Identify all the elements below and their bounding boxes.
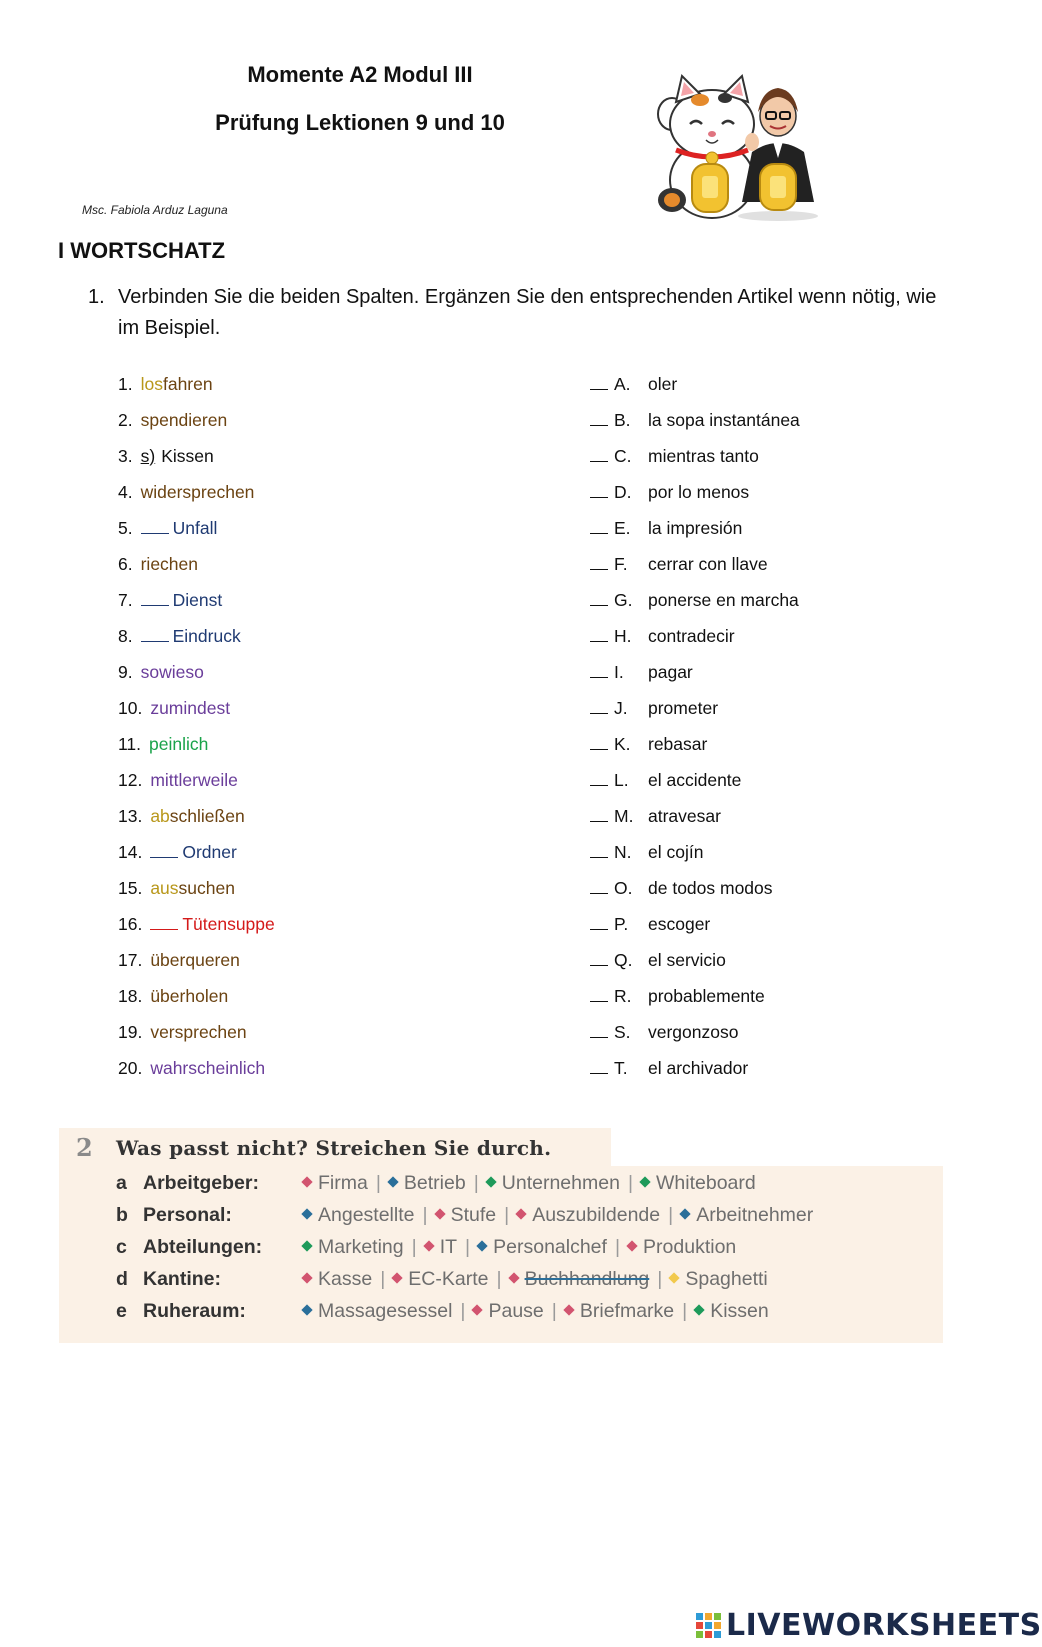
exercise2-category: Ruheraum: <box>143 1300 246 1322</box>
right-item-text: el cojín <box>648 842 704 862</box>
right-item <box>590 1022 738 1058</box>
right-item-letter: A. <box>614 374 631 394</box>
diamond-bullet-icon <box>485 1176 496 1187</box>
diamond-bullet-icon <box>508 1272 519 1283</box>
left-item <box>118 662 204 698</box>
left-item-word: überholen <box>150 986 229 1006</box>
exercise2-option-text: Kasse <box>318 1268 373 1290</box>
exercise2-option-text: Unternehmen <box>501 1172 620 1194</box>
exercise2-option[interactable] <box>473 1300 543 1322</box>
exercise2-option-text: Personalchef <box>493 1236 607 1258</box>
left-item-number: 15. <box>118 878 143 898</box>
left-item-word: zumindest <box>150 698 231 718</box>
right-item-text: la sopa instantánea <box>648 410 800 430</box>
exercise2-row <box>116 1300 769 1330</box>
left-item-number: 11. <box>118 734 142 754</box>
right-item-letter: R. <box>614 986 632 1006</box>
diamond-bullet-icon <box>301 1240 312 1251</box>
exercise2-option-text: Firma <box>318 1172 368 1194</box>
right-item-letter: G. <box>614 590 633 610</box>
exercise2-row-letter: d <box>116 1268 128 1290</box>
option-separator: | <box>682 1300 688 1322</box>
option-separator: | <box>551 1300 557 1322</box>
right-item-letter: Q. <box>614 950 633 970</box>
right-item-text: cerrar con llave <box>648 554 768 574</box>
left-item-word: widersprechen <box>140 482 255 502</box>
left-item-word: peinlich <box>149 734 209 754</box>
diamond-bullet-icon <box>434 1208 445 1219</box>
exercise2-option-text: Arbeitnehmer <box>696 1204 814 1226</box>
left-item-word: wahrscheinlich <box>150 1058 266 1078</box>
right-item-letter: P. <box>614 914 629 934</box>
right-item <box>590 878 773 914</box>
left-item-word: riechen <box>140 554 199 574</box>
diamond-bullet-icon <box>680 1208 691 1219</box>
right-item <box>590 662 693 698</box>
exercise2-option-text: Marketing <box>318 1236 404 1258</box>
option-separator: | <box>504 1204 510 1226</box>
article-answer: s) <box>140 446 156 466</box>
right-item-text: la impresión <box>648 518 743 538</box>
match-blank[interactable] <box>590 555 608 570</box>
diamond-bullet-icon <box>669 1272 680 1283</box>
option-separator: | <box>627 1172 634 1194</box>
exercise2-category: Personal: <box>143 1204 232 1226</box>
exercise2-option[interactable] <box>478 1236 607 1258</box>
right-item-letter: H. <box>614 626 632 646</box>
match-blank[interactable] <box>590 843 608 858</box>
exercise2-option[interactable] <box>487 1172 620 1194</box>
exercise2-option[interactable] <box>393 1268 488 1290</box>
right-item <box>590 986 765 1022</box>
right-item-text: por lo menos <box>648 482 750 502</box>
exercise2-option-text: Kissen <box>710 1300 769 1322</box>
left-item-word: versprechen <box>150 1022 247 1042</box>
left-item-number: 18. <box>118 986 143 1006</box>
left-item <box>118 806 245 842</box>
left-item <box>118 1058 265 1094</box>
diamond-bullet-icon <box>563 1304 574 1315</box>
right-item-letter: L. <box>614 770 629 790</box>
left-item-number: 20. <box>118 1058 143 1078</box>
right-item-letter: C. <box>614 446 632 466</box>
left-item-word: suchen <box>178 878 235 898</box>
right-item <box>590 806 721 842</box>
exercise2-category: Abteilungen: <box>143 1236 263 1258</box>
exercise2-option[interactable] <box>670 1268 767 1290</box>
left-item <box>118 554 198 590</box>
right-item-text: el accidente <box>648 770 742 790</box>
liveworksheets-brand: LIVEWORKSHEETS <box>726 1608 1042 1643</box>
right-item <box>590 698 718 734</box>
right-item-text: atravesar <box>648 806 721 826</box>
exercise2-option[interactable] <box>628 1236 736 1258</box>
right-item-text: escoger <box>648 914 711 934</box>
left-item-number: 4. <box>118 482 133 502</box>
left-item <box>118 878 235 914</box>
right-item-letter: O. <box>614 878 633 898</box>
left-item-number: 9. <box>118 662 133 682</box>
match-blank[interactable] <box>590 987 608 1002</box>
exercise2-row <box>116 1172 756 1202</box>
exercise1-instruction-text: Verbinden Sie die beiden Spalten. Ergänzen Sie den entsprechenden Artikel wenn nötig, wie im Beispiel. <box>118 286 937 339</box>
article-blank[interactable] <box>141 591 169 606</box>
option-separator: | <box>380 1268 386 1290</box>
article-blank[interactable] <box>141 519 169 534</box>
right-item-text: mientras tanto <box>648 446 759 466</box>
exercise2-option-text: Angestellte <box>318 1204 415 1226</box>
diamond-bullet-icon <box>639 1176 650 1187</box>
section-heading: I WORTSCHATZ <box>58 238 226 263</box>
exercise2-option-text: Pause <box>488 1300 544 1322</box>
left-item-number: 1. <box>118 374 133 394</box>
left-item-word: sowieso <box>140 662 204 682</box>
left-item-number: 19. <box>118 1022 143 1042</box>
right-item <box>590 446 759 482</box>
right-item-letter: K. <box>614 734 631 754</box>
right-item-text: prometer <box>648 698 719 718</box>
match-blank[interactable] <box>590 375 608 390</box>
right-item <box>590 950 726 986</box>
match-blank[interactable] <box>590 807 608 822</box>
right-item-text: rebasar <box>648 734 708 754</box>
exercise2-option[interactable] <box>510 1268 650 1290</box>
left-item <box>118 1022 247 1058</box>
right-item-letter: D. <box>614 482 632 502</box>
article-blank[interactable] <box>141 627 169 642</box>
left-item-word: überqueren <box>150 950 240 970</box>
diamond-bullet-icon <box>301 1176 312 1187</box>
match-blank[interactable] <box>590 915 608 930</box>
right-item <box>590 374 677 410</box>
exercise2-option[interactable] <box>389 1172 466 1194</box>
exercise2-option-text: Briefmarke <box>579 1300 675 1322</box>
left-item-word: mittlerweile <box>150 770 238 790</box>
right-item <box>590 734 707 770</box>
match-blank[interactable] <box>590 627 608 642</box>
right-item <box>590 554 768 590</box>
option-separator: | <box>668 1204 674 1226</box>
left-item-word: Dienst <box>172 590 223 610</box>
exercise2-option-text: Spaghetti <box>685 1268 768 1290</box>
exercise2-option[interactable] <box>641 1172 756 1194</box>
exercise2-option-text: Stufe <box>450 1204 497 1226</box>
right-item <box>590 518 742 554</box>
left-item-word: fahren <box>162 374 213 394</box>
left-item <box>118 482 254 518</box>
left-item-number: 17. <box>118 950 143 970</box>
right-item-text: contradecir <box>648 626 735 646</box>
right-item-text: probablemente <box>648 986 765 1006</box>
exercise2-row <box>116 1204 813 1234</box>
right-item-letter: M. <box>614 806 634 826</box>
exercise2-option-text: IT <box>439 1236 458 1258</box>
match-blank[interactable] <box>590 447 608 462</box>
right-item-text: ponerse en marcha <box>648 590 799 610</box>
article-blank[interactable] <box>150 915 178 930</box>
diamond-bullet-icon <box>476 1240 487 1251</box>
diamond-bullet-icon <box>301 1304 312 1315</box>
right-item <box>590 842 703 878</box>
match-blank[interactable] <box>590 1023 608 1038</box>
diamond-bullet-icon <box>301 1272 312 1283</box>
exercise2-category: Arbeitgeber: <box>143 1172 259 1194</box>
match-blank[interactable] <box>590 951 608 966</box>
match-blank[interactable] <box>590 735 608 750</box>
exercise1-number: 1. <box>88 286 105 308</box>
left-item-number: 10. <box>118 698 143 718</box>
left-item-word: ab <box>150 806 170 826</box>
left-item-number: 2. <box>118 410 133 430</box>
left-item <box>118 914 275 950</box>
match-blank[interactable] <box>590 663 608 678</box>
exercise2-option[interactable] <box>303 1268 372 1290</box>
left-item <box>118 986 228 1022</box>
left-item-number: 16. <box>118 914 143 934</box>
exercise2-number: 2 <box>76 1133 93 1162</box>
left-item <box>118 698 230 734</box>
left-item-word: Kissen <box>161 446 214 466</box>
left-item-number: 7. <box>118 590 133 610</box>
left-item-word: los <box>140 374 163 394</box>
match-blank[interactable] <box>590 879 608 894</box>
right-item <box>590 590 799 626</box>
left-item-word: Unfall <box>172 518 218 538</box>
right-item-text: vergonzoso <box>648 1022 739 1042</box>
left-item <box>118 518 217 554</box>
right-item-letter: F. <box>614 554 628 574</box>
match-blank[interactable] <box>590 1059 608 1074</box>
right-item <box>590 482 749 518</box>
liveworksheets-logo-icon <box>696 1613 722 1639</box>
right-item-text: oler <box>648 374 678 394</box>
right-item <box>590 1058 748 1094</box>
exercise2-title: Was passt nicht? Streichen Sie durch. <box>116 1136 552 1160</box>
exercise2-option-text: Massagesessel <box>318 1300 453 1322</box>
exercise2-option[interactable] <box>425 1236 457 1258</box>
left-item-number: 14. <box>118 842 143 862</box>
exercise2-option[interactable] <box>303 1236 404 1258</box>
exercise2-option-text: Whiteboard <box>656 1172 756 1194</box>
diamond-bullet-icon <box>516 1208 527 1219</box>
exercise2-row <box>116 1268 768 1298</box>
left-item <box>118 410 227 446</box>
right-item <box>590 626 735 662</box>
exercise2-option[interactable] <box>303 1172 368 1194</box>
match-blank[interactable] <box>590 771 608 786</box>
left-item-word: Eindruck <box>172 626 241 646</box>
diamond-bullet-icon <box>301 1208 312 1219</box>
exercise2-option[interactable] <box>565 1300 674 1322</box>
left-item <box>118 950 240 986</box>
exercise2-option-text: Buchhandlung <box>524 1268 650 1290</box>
exercise2-option[interactable] <box>303 1300 452 1322</box>
option-separator: | <box>496 1268 502 1290</box>
exercise2-category: Kantine: <box>143 1268 221 1290</box>
left-item <box>118 626 241 662</box>
left-item-number: 3. <box>118 446 133 466</box>
worksheet-subtitle: Prüfung Lektionen 9 und 10 <box>215 110 505 135</box>
left-item-word: spendieren <box>140 410 228 430</box>
left-item <box>118 374 213 410</box>
exercise2-row-letter: b <box>116 1204 128 1226</box>
match-blank[interactable] <box>590 519 608 534</box>
left-item-number: 6. <box>118 554 133 574</box>
left-item <box>118 734 208 770</box>
left-item-word: aus <box>150 878 179 898</box>
left-item-word: schließen <box>169 806 245 826</box>
left-item-number: 8. <box>118 626 133 646</box>
right-item-text: el servicio <box>648 950 726 970</box>
left-item-word: Ordner <box>182 842 237 862</box>
option-separator: | <box>614 1236 621 1258</box>
match-blank[interactable] <box>590 411 608 426</box>
match-blank[interactable] <box>590 483 608 498</box>
exercise2-option-text: Produktion <box>643 1236 737 1258</box>
article-blank[interactable] <box>150 843 178 858</box>
option-separator: | <box>473 1172 479 1194</box>
exercise2-row-letter: c <box>116 1236 127 1258</box>
diamond-bullet-icon <box>387 1176 398 1187</box>
left-item <box>118 446 214 482</box>
right-item-letter: N. <box>614 842 632 862</box>
option-separator: | <box>422 1204 428 1226</box>
exercise2-option[interactable] <box>303 1204 414 1226</box>
right-item-text: pagar <box>648 662 693 682</box>
option-separator: | <box>657 1268 663 1290</box>
author-name: Msc. Fabiola Arduz Laguna <box>82 203 228 217</box>
left-item <box>118 590 222 626</box>
right-item-letter: I. <box>614 662 624 682</box>
option-separator: | <box>375 1172 381 1194</box>
left-item-number: 13. <box>118 806 143 826</box>
right-item-text: el archivador <box>648 1058 749 1078</box>
right-item-letter: B. <box>614 410 631 430</box>
diamond-bullet-icon <box>423 1240 434 1251</box>
right-item-letter: E. <box>614 518 631 538</box>
worksheet-title: Momente A2 Modul III <box>247 62 473 87</box>
right-item-letter: S. <box>614 1022 631 1042</box>
match-blank[interactable] <box>590 591 608 606</box>
right-item-text: de todos modos <box>648 878 773 898</box>
option-separator: | <box>411 1236 417 1258</box>
option-separator: | <box>460 1300 466 1322</box>
exercise2-option-text: EC-Karte <box>408 1268 489 1290</box>
right-item <box>590 410 800 446</box>
option-separator: | <box>465 1236 471 1258</box>
right-item-letter: T. <box>614 1058 628 1078</box>
match-blank[interactable] <box>590 699 608 714</box>
diamond-bullet-icon <box>392 1272 403 1283</box>
diamond-bullet-icon <box>472 1304 483 1315</box>
exercise2-option[interactable] <box>695 1300 769 1322</box>
exercise2-option[interactable] <box>517 1204 660 1226</box>
exercise2-option[interactable] <box>436 1204 497 1226</box>
left-item-number: 12. <box>118 770 143 790</box>
exercise2-row-letter: e <box>116 1300 127 1322</box>
diamond-bullet-icon <box>626 1240 637 1251</box>
right-item <box>590 914 710 950</box>
exercise2-row <box>116 1236 736 1266</box>
exercise2-row-letter: a <box>116 1172 127 1194</box>
right-item <box>590 770 741 806</box>
left-item-number: 5. <box>118 518 133 538</box>
exercise2-option[interactable] <box>681 1204 813 1226</box>
right-item-letter: J. <box>614 698 628 718</box>
diamond-bullet-icon <box>694 1304 705 1315</box>
left-item <box>118 770 238 806</box>
lucky-cat-illustration <box>650 72 830 222</box>
exercise2-option-text: Auszubildende <box>532 1204 661 1226</box>
left-item-word: Tütensuppe <box>182 914 275 934</box>
left-item <box>118 842 237 878</box>
exercise2-option-text: Betrieb <box>403 1172 466 1194</box>
